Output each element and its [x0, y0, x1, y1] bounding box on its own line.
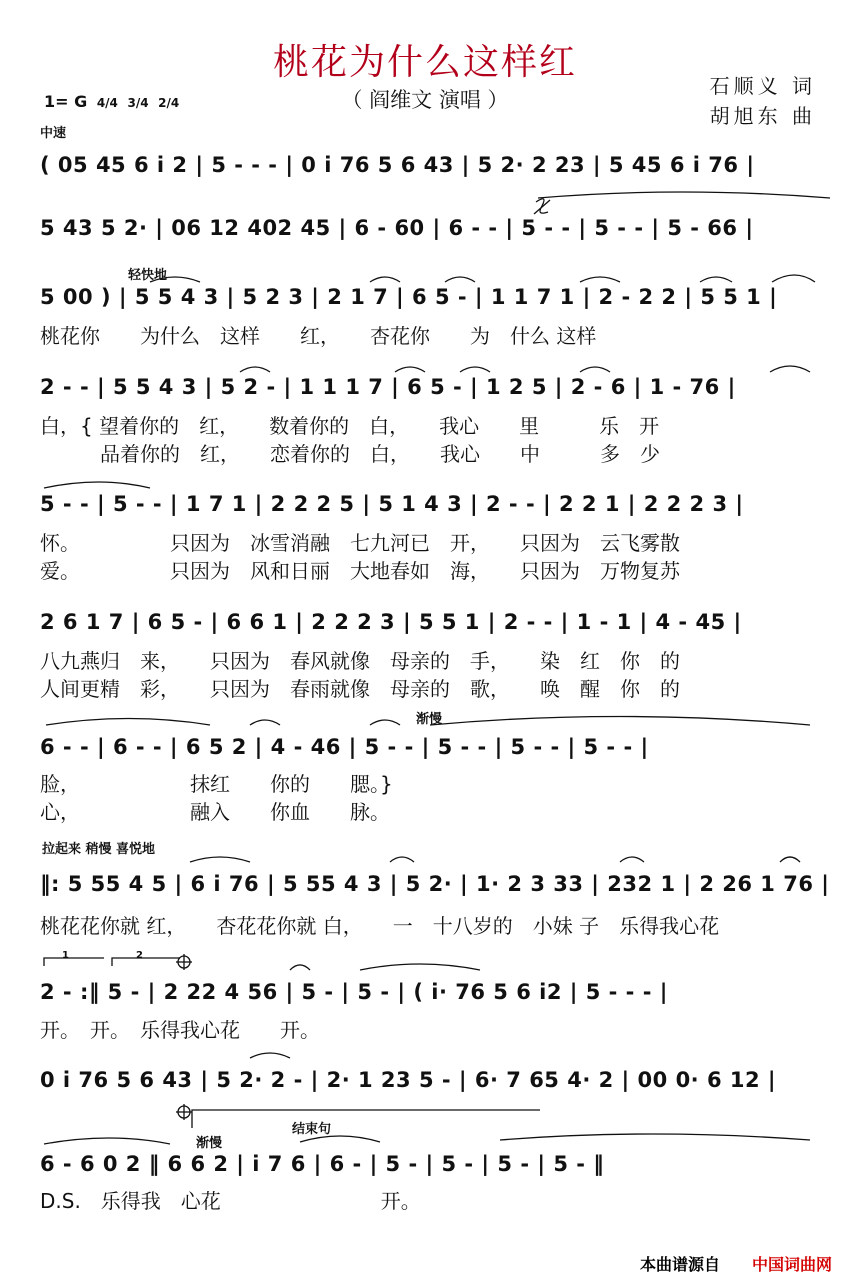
lyric-line-3: 桃花你 为什么 这样 红， 杏花你 为 什么 这样: [40, 324, 597, 348]
slur-mark: [360, 964, 480, 970]
score-line-1: ( 05 45 6 i 2 | 5 - - - | 0 i 76 5 6 43 | 5 2· 2 23 | 5 45 6 i 76 |: [40, 153, 755, 177]
slur-mark: [370, 277, 400, 282]
ending-bracket: [192, 1110, 540, 1128]
slur-mark: [445, 277, 475, 282]
expression-mark: 拉起来 稍慢 喜悦地: [42, 842, 156, 857]
coda-icon: [176, 954, 192, 970]
volta-1-label: 1: [62, 950, 69, 961]
volta-bracket: [44, 958, 104, 966]
slur-mark: [190, 857, 250, 862]
slur-mark: [44, 1138, 170, 1144]
lyric-line-11: D.S. 乐得我 心花 开。: [40, 1189, 421, 1213]
lyric-line-6a: 八九燕归 来， 只因为 春风就像 母亲的 手， 染 红 你 的: [40, 649, 680, 673]
time-sig-2-4: 2/4: [158, 95, 180, 110]
expression-mark: 渐慢: [196, 1136, 223, 1151]
score-line-6: 2 6 1 7 | 6 5 - | 6 6 1 | 2 2 2 3 | 5 5 1 | 2 - - | 1 - 1 | 4 - 45 |: [40, 610, 742, 634]
segno-icon: [534, 199, 550, 214]
lyric-line-5b: 爱。 只因为 风和日丽 大地春如 海， 只因为 万物复苏: [40, 559, 680, 583]
page-title: 桃花为什么这样红: [272, 42, 577, 83]
slur-mark: [772, 275, 815, 282]
slur-mark: [620, 857, 644, 862]
slur-mark: [250, 1053, 290, 1058]
score-line-10: 0 i 76 5 6 43 | 5 2· 2 - | 2· 1 23 5 - | 6· 7 65 4· 2 | 00 0· 6 12 |: [40, 1068, 777, 1092]
slur-mark: [770, 366, 810, 372]
slur-mark: [150, 277, 200, 282]
lyric-line-8: 桃花花你就 红， 杏花花你就 白， 一 十八岁的 小妹 子 乐得我心花: [40, 914, 720, 938]
slur-mark: [250, 720, 280, 725]
volta-bracket: [112, 958, 180, 966]
slur-mark: [290, 965, 310, 970]
lyric-line-7b: 心， 融入 你血 脉。: [40, 800, 390, 824]
expression-mark: 轻快地: [128, 268, 168, 283]
slur-mark: [580, 367, 610, 372]
score-line-4: 2 - - | 5 5 4 3 | 5 2 - | 1 1 1 7 | 6 5 - | 1 2 5 | 2 - 6 | 1 - 76 |: [40, 375, 736, 399]
score-line-9: 2 - :‖ 5 - | 2 22 4 56 | 5 - | 5 - | ( i· 76 5 6 i2 | 5 - - - |: [40, 980, 668, 1004]
score-line-3: 5 00 ) | 5 5 4 3 | 5 2 3 | 2 1 7 | 6 5 - | 1 1 7 1 | 2 - 2 2 | 5 5 1 |: [40, 285, 778, 309]
time-sig-4-4: 4/4: [96, 95, 118, 110]
score-line-11: 6 - 6 0 2 ‖ 6 6 2 | i 7 6 | 6 - | 5 - | 5 - | 5 - | 5 - ‖: [40, 1152, 605, 1176]
slur-mark: [240, 367, 270, 372]
score-line-5: 5 - - | 5 - - | 1 7 1 | 2 2 2 5 | 5 1 4 3 | 2 - - | 2 2 1 | 2 2 2 3 |: [40, 492, 744, 516]
slur-mark: [390, 857, 414, 862]
slur-mark: [44, 482, 150, 488]
slur-mark: [500, 1134, 810, 1140]
lyric-line-7a: 脸， 抹红 你的 腮。}: [40, 772, 393, 796]
slur-mark: [370, 720, 400, 725]
slur-mark: [395, 367, 425, 372]
volta-2-label: 2: [136, 950, 143, 961]
performer-line: （ 阎维文 演唱 ）: [341, 88, 509, 112]
slur-mark: [538, 192, 830, 198]
tempo-mark: 中速: [40, 126, 67, 141]
slur-mark: [430, 717, 810, 726]
slur-mark: [46, 719, 210, 726]
composer-credit: 胡旭东 曲: [709, 104, 816, 128]
slur-mark: [700, 277, 732, 282]
coda-icon: [176, 1104, 192, 1120]
source-label: 本曲谱源自: [640, 1255, 721, 1274]
score-line-7: 6 - - | 6 - - | 6 5 2 | 4 - 46 | 5 - - | 5 - - | 5 - - | 5 - - |: [40, 735, 649, 759]
slur-mark: [780, 857, 800, 862]
slur-mark: [300, 1136, 380, 1142]
lyric-line-4a: 白，{ 望着你的 红， 数着你的 白， 我心 里 乐 开: [40, 414, 660, 438]
expression-mark: 渐慢: [416, 712, 443, 727]
time-sig-3-4: 3/4: [127, 95, 149, 110]
lyric-line-6b: 人间更精 彩， 只因为 春雨就像 母亲的 歌， 唤 醒 你 的: [40, 677, 680, 701]
site-name: 中国词曲网: [752, 1255, 833, 1274]
lyricist-credit: 石顺义 词: [709, 74, 816, 98]
lyric-line-9: 开。 开。 乐得我心花 开。: [40, 1018, 320, 1042]
key-label: 1= G: [44, 92, 88, 111]
slur-mark: [580, 277, 620, 282]
lyric-line-5a: 怀。 只因为 冰雪消融 七九河已 开， 只因为 云飞雾散: [40, 531, 680, 555]
slur-mark: [460, 367, 490, 372]
ending-label: 结束句: [292, 1122, 332, 1137]
score-line-8: ‖: 5 55 4 5 | 6 i 76 | 5 55 4 3 | 5 2· | 1· 2 3 33 | 232 1 | 2 26 1 76 |: [40, 872, 830, 896]
score-line-2: 5 43 5 2· | 06 12 402 45 | 6 - 60 | 6 - - | 5 - - | 5 - - | 5 - 66 |: [40, 216, 754, 240]
lyric-line-4b: 品着你的 红， 恋着你的 白， 我心 中 多 少: [40, 442, 660, 466]
